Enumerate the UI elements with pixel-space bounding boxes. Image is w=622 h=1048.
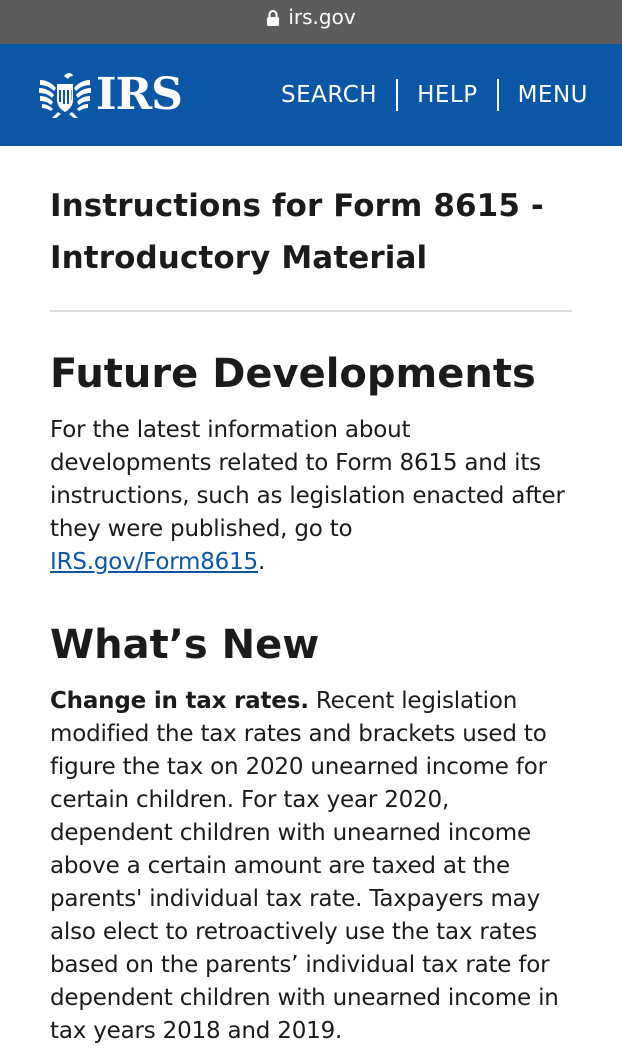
- future-developments-paragraph: [50, 414, 572, 579]
- page-title-line-2: Introductory Material: [50, 240, 428, 276]
- search-nav-link[interactable]: SEARCH: [281, 81, 378, 108]
- eagle-icon: [38, 70, 92, 120]
- whats-new-paragraph: [50, 685, 572, 1048]
- future-developments-heading: Future Developments: [50, 351, 536, 397]
- browser-address-bar[interactable]: [0, 0, 622, 44]
- whats-new-heading: What’s New: [50, 622, 320, 668]
- title-divider: [50, 310, 572, 312]
- lock-icon: [266, 10, 280, 26]
- whats-new-body: Recent legislation modified the tax rates and brackets used to figure the tax on 2020 unearned income for certain children. For tax year 2020, dependent children with unearned income above a certain amount are taxed at the parents' individual tax rate. Taxpayers may also elect to retroactively use the tax rates based on the parents’ individual tax rate for dependent children with unearned income in tax years 2018 and 2019.: [50, 688, 559, 1044]
- menu-nav-link[interactable]: MENU: [517, 81, 588, 108]
- browser-url-text: irs.gov: [288, 5, 356, 29]
- logo-text: IRS: [96, 69, 182, 120]
- site-header: [0, 44, 622, 146]
- form8615-link[interactable]: IRS.gov/Form8615: [50, 549, 258, 575]
- main-content: [0, 146, 622, 1048]
- change-in-tax-rates-lead: Change in tax rates.: [50, 688, 309, 714]
- future-developments-period: .: [257, 549, 266, 575]
- future-developments-text: For the latest information about developments related to Form 8615 and its instructions, such as legislation enacted after they were published, go to: [50, 417, 565, 542]
- header-nav: [281, 79, 588, 111]
- help-nav-link[interactable]: HELP: [417, 81, 478, 108]
- irs-logo[interactable]: [38, 70, 182, 120]
- page-title: [50, 180, 572, 284]
- nav-separator: [497, 79, 499, 111]
- nav-separator: [396, 79, 398, 111]
- page-title-line-1: Instructions for Form 8615 -: [50, 188, 544, 224]
